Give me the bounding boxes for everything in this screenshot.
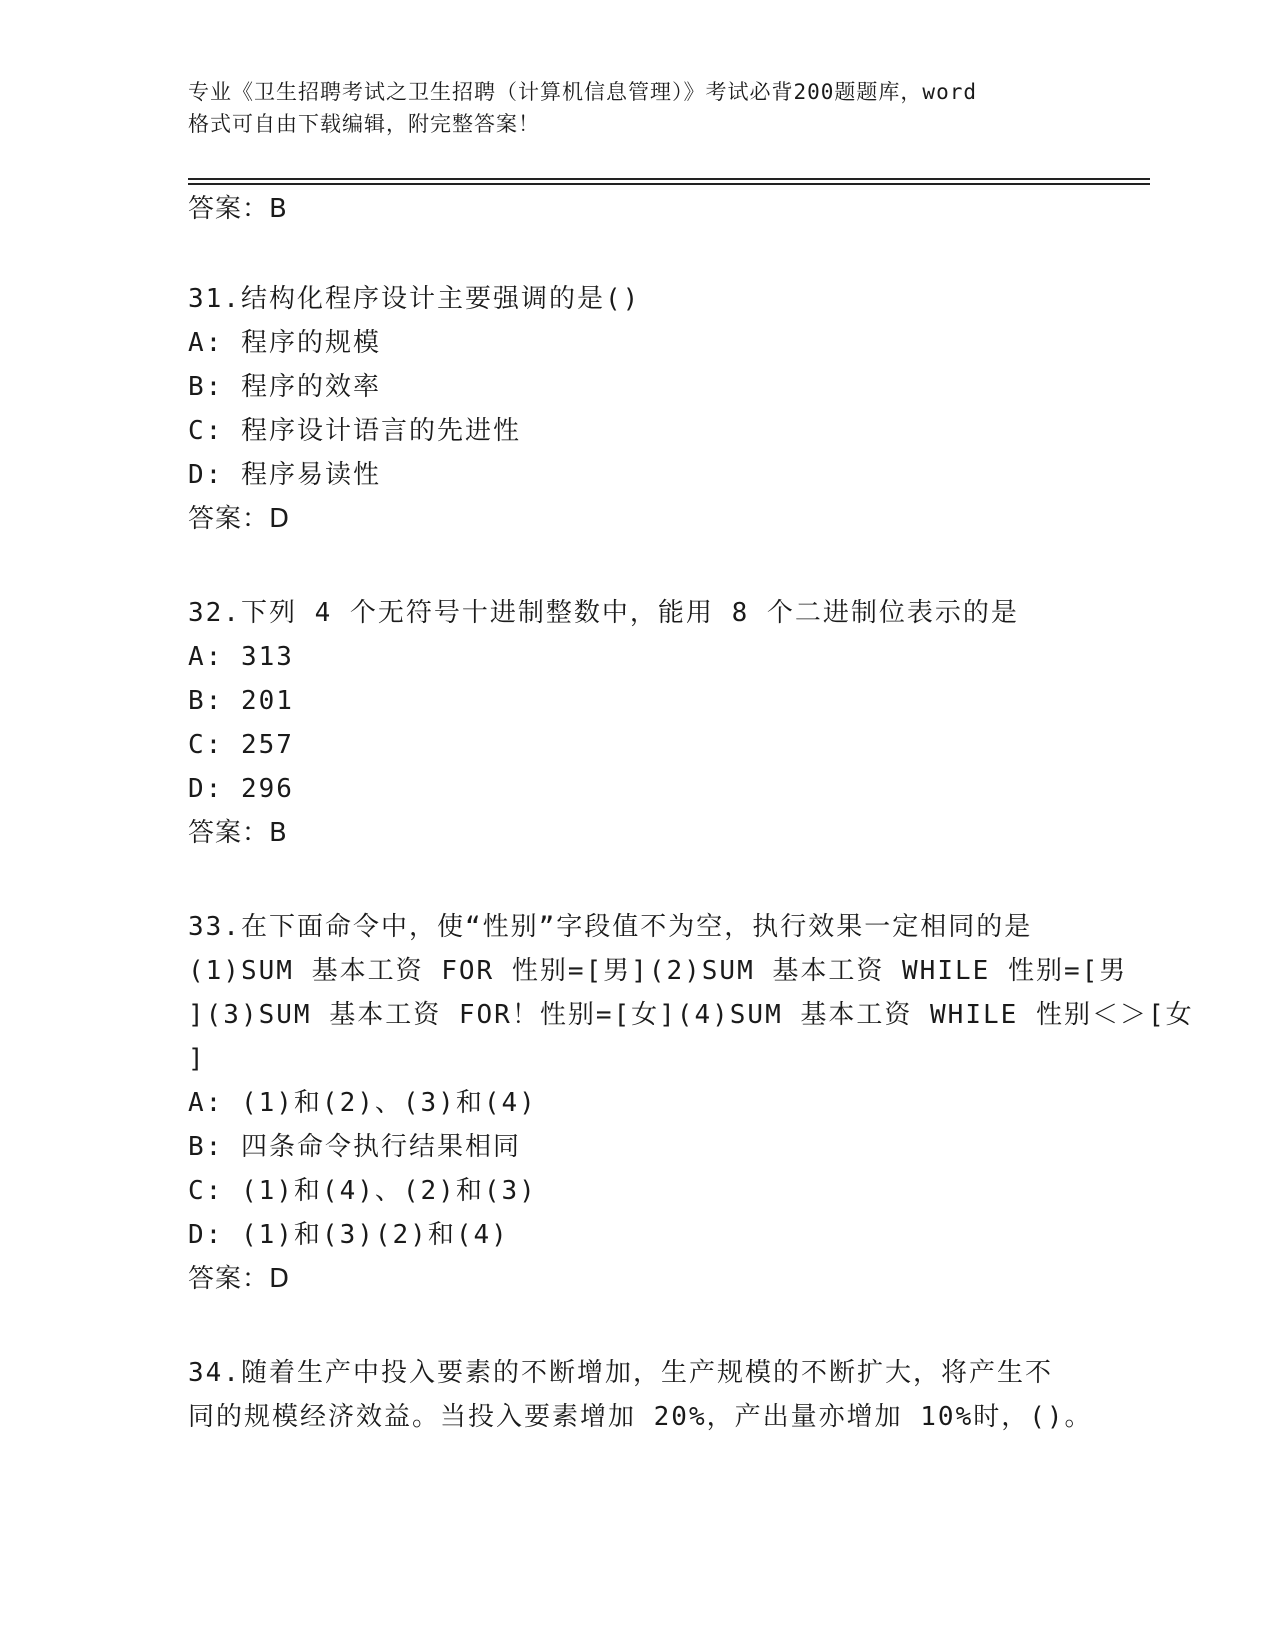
question-31-text: 31.结构化程序设计主要强调的是(): [188, 284, 641, 314]
question-34-text-line-2: 同的规模经济效益。当投入要素增加 20%，产出量亦增加 10%时，()。: [188, 1402, 1093, 1432]
question-31-option-b: B: 程序的效率: [188, 372, 381, 402]
question-31-option-c: C: 程序设计语言的先进性: [188, 416, 521, 446]
question-32-option-d: D: 296: [188, 774, 294, 804]
document-header: [188, 76, 1088, 140]
question-33-text-line-4: ]: [188, 1044, 206, 1074]
question-33-option-d: D: (1)和(3)(2)和(4): [188, 1220, 509, 1250]
question-33-option-c: C: (1)和(4)、(2)和(3): [188, 1176, 537, 1206]
question-32-option-a: A: 313: [188, 642, 294, 672]
header-divider-bottom: [188, 183, 1150, 185]
question-31-option-d: D: 程序易读性: [188, 460, 381, 490]
question-33-option-b: B: 四条命令执行结果相同: [188, 1132, 521, 1162]
question-33-text-line-2: (1)SUM 基本工资 FOR 性别=[男](2)SUM 基本工资 WHILE 性别=[男: [188, 956, 1128, 986]
question-32-text: 32.下列 4 个无符号十进制整数中，能用 8 个二进制位表示的是: [188, 598, 1019, 628]
question-33-text-line-1: 33.在下面命令中，使“性别”字段值不为空，执行效果一定相同的是: [188, 912, 1033, 942]
question-32-option-b: B: 201: [188, 686, 294, 716]
question-32-option-c: C: 257: [188, 730, 294, 760]
question-33-text-line-3: ](3)SUM 基本工资 FOR！性别=[女](4)SUM 基本工资 WHILE 性别＜＞[女: [188, 1000, 1194, 1030]
question-34-text-line-1: 34.随着生产中投入要素的不断增加，生产规模的不断扩大，将产生不: [188, 1358, 1053, 1388]
header-line-1: 专业《卫生招聘考试之卫生招聘（计算机信息管理）》考试必背200题题库，word: [188, 80, 977, 104]
header-line-2: 格式可自由下载编辑，附完整答案！: [188, 112, 540, 136]
question-31-answer: 答案：D: [188, 504, 291, 534]
question-31-option-a: A: 程序的规模: [188, 328, 381, 358]
answer-30: 答案：B: [188, 194, 288, 224]
question-33-option-a: A: (1)和(2)、(3)和(4): [188, 1088, 537, 1118]
question-32-answer: 答案：B: [188, 818, 288, 848]
question-33-answer: 答案：D: [188, 1264, 291, 1294]
header-divider-top: [188, 178, 1150, 180]
